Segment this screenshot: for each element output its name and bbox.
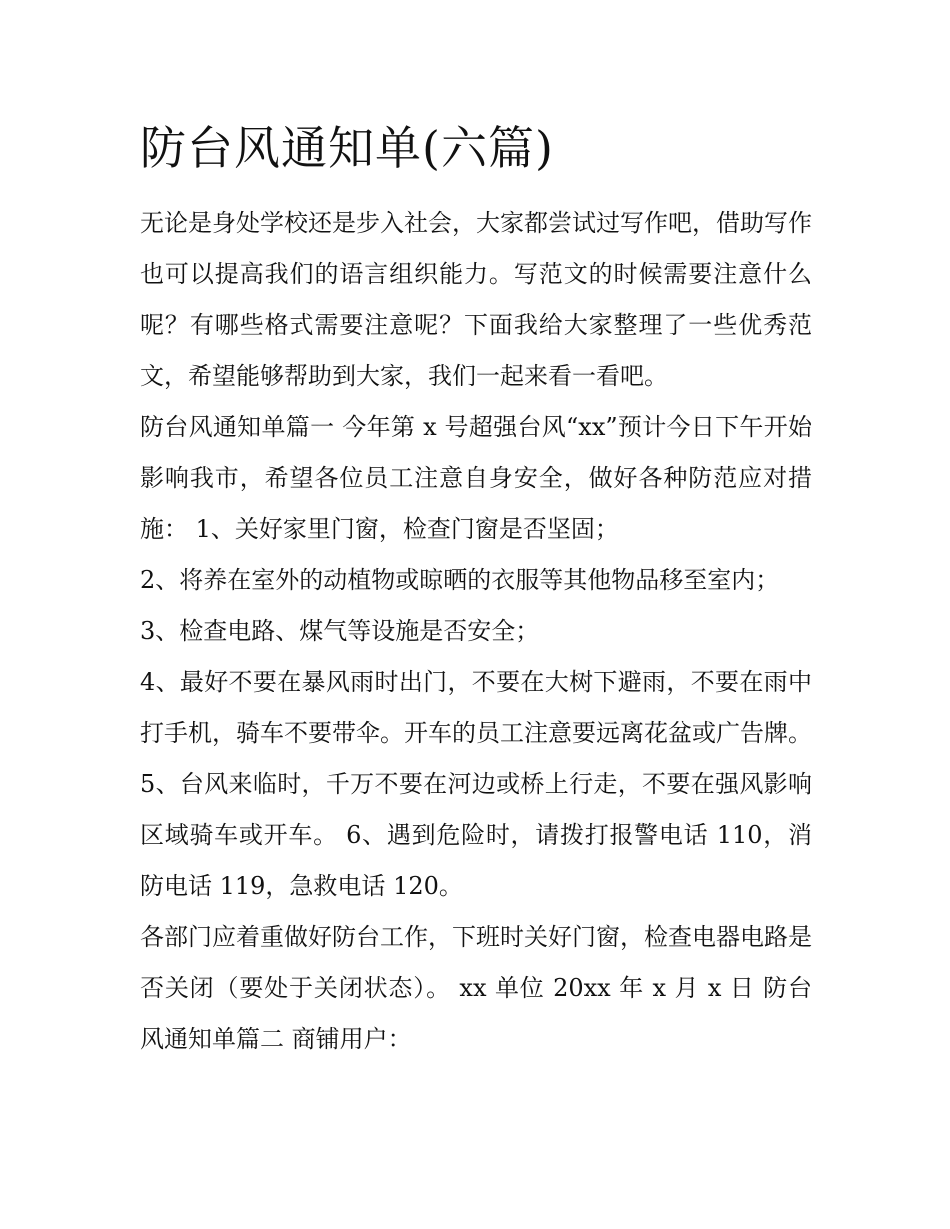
paragraph-intro: 无论是身处学校还是步入社会，大家都尝试过写作吧，借助写作也可以提高我们的语言组织能力。写范文的时候需要注意什么呢？有哪些格式需要注意呢？下面我给大家整理了一些优秀范文，希望能够帮助到大家，我们一起来看一看吧。 [140,209,812,390]
paragraph-notice-one: 防台风通知单篇一 今年第 x 号超强台风“xx”预计今日下午开始影响我市，希望各位员工注意自身安全，做好各种防范应对措施： 1、关好家里门窗，检查门窗是否坚固； [140,413,812,543]
paragraph-item-2: 2、将养在室外的动植物或晾晒的衣服等其他物品移至室内； [140,566,780,594]
paragraph-item-5-6: 5、台风来临时，千万不要在河边或桥上行走，不要在强风影响区域骑车或开车。 6、遇到危险时，请拨打报警电话 110，消防电话 119，急救电话 120。 [140,770,812,900]
paragraph-closing: 各部门应着重做好防台工作，下班时关好门窗，检查电器电路是否关闭（要处于关闭状态）。 xx 单位 20xx 年 x 月 x 日 防台风通知单篇二 商铺用户： [140,923,812,1053]
document-page [140,0,812,1229]
paragraph-item-3: 3、检查电路、煤气等设施是否安全； [140,617,540,645]
paragraph-item-4: 4、最好不要在暴风雨时出门，不要在大树下避雨，不要在雨中打手机，骑车不要带伞。开车的员工注意要远离花盆或广告牌。 [140,668,812,747]
document-title: 防台风通知单(六篇) [140,121,554,175]
document-body [140,198,812,1065]
